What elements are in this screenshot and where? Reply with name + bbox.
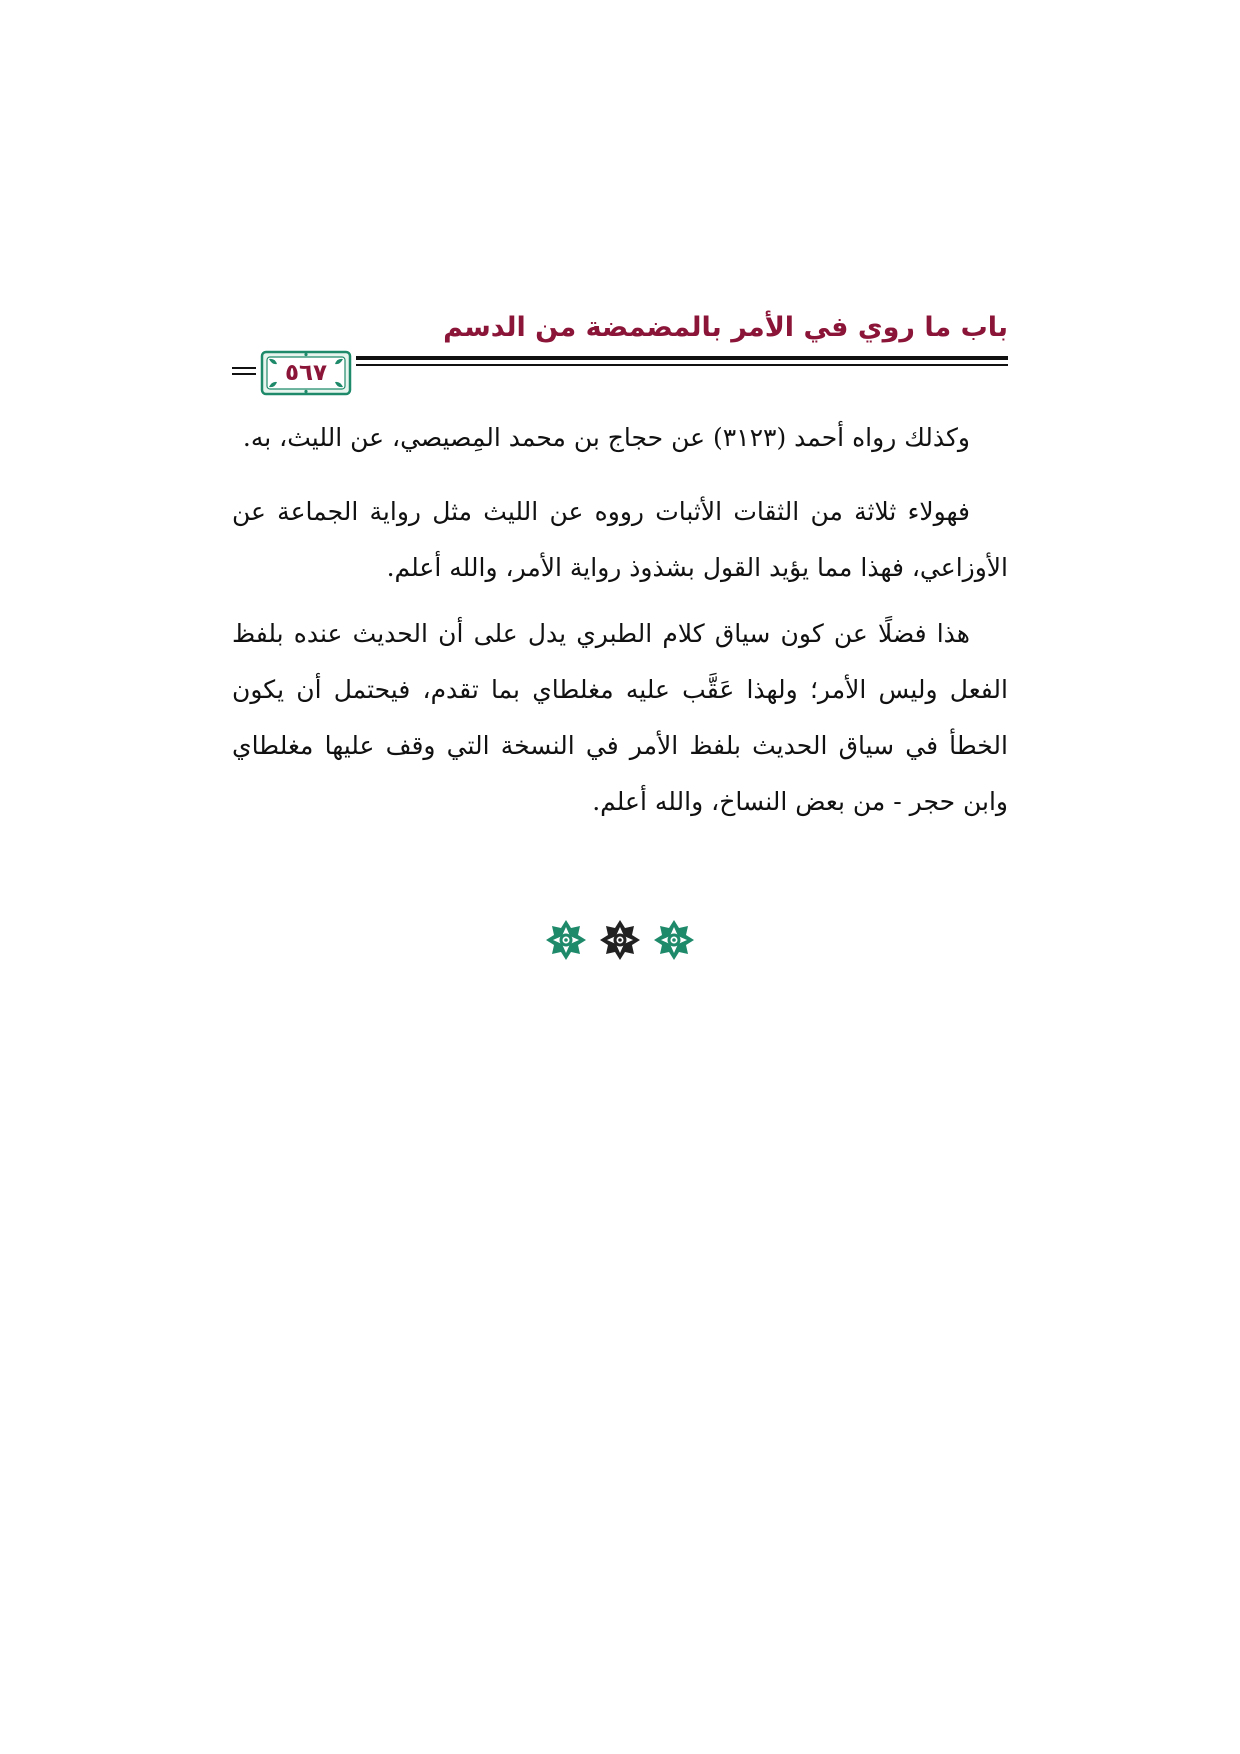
star-flower-icon <box>544 918 588 962</box>
header-rule-right <box>356 356 1008 367</box>
section-separator <box>520 918 720 968</box>
body-text <box>232 410 1008 848</box>
paragraph: فهولاء ثلاثة من الثقات الأثبات رووه عن الليث مثل رواية الجماعة عن الأوزاعي، فهذا مما يؤيد القول بشذوذ رواية الأمر، والله أعلم. <box>232 497 1008 582</box>
star-flower-icon <box>598 918 642 962</box>
paragraph: هذا فضلًا عن كون سياق كلام الطبري يدل على أن الحديث عنده بلفظ الفعل وليس الأمر؛ ولهذا عَقَّب عليه مغلطاي بما تقدم، فيحتمل أن يكون الخطأ في سياق الحديث بلفظ الأمر في النسخة التي وقف عليها مغلطاي وابن حجر - من بعض النساخ، والله أعلم. <box>232 619 1008 816</box>
header-rule-left <box>232 367 256 377</box>
paragraph: وكذلك رواه أحمد (٣١٢٣) عن حجاج بن محمد المِصيصي، عن الليث، به. <box>242 423 970 452</box>
page-header <box>232 310 1008 386</box>
star-flower-icon <box>652 918 696 962</box>
page-number: ٥٦٧ <box>284 360 328 386</box>
page-number-badge <box>260 350 352 396</box>
chapter-title: باب ما روي في الأمر بالمضمضة من الدسم <box>443 312 1008 343</box>
